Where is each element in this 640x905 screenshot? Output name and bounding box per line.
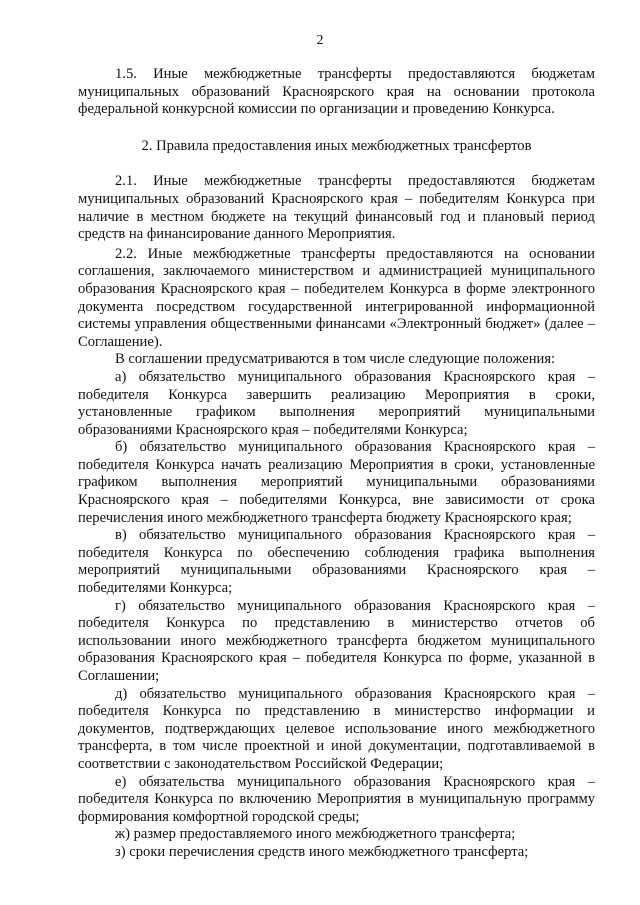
paragraph-1-5: 1.5. Иные межбюджетные трансферты предоставляются бюджетам муниципальных образований Красноярского края на основании протокола федеральной конкурсной комиссии по организации и проведению Конкурса. <box>78 66 595 118</box>
section-2-heading: 2. Правила предоставления иных межбюджетных трансфертов <box>141 137 532 154</box>
provision-item-b: б) обязательство муниципального образования Красноярского края – победителя Конкурса начать реализацию Мероприятия в сроки, установленные графиком выполнения мероприятий муниципальными образованиями Красноярского края – победителями Конкурса, вне зависимости от срока перечисления иного межбюджетного трансферта бюджету Красноярского края; <box>78 439 595 526</box>
provision-item-z: з) сроки перечисления средств иного межбюджетного трансферта; <box>115 843 529 860</box>
paragraph-2-2: 2.2. Иные межбюджетные трансферты предоставляются на основании соглашения, заключаемого министерством и администрацией муниципального образования Красноярского края – победителем Конкурса в форме электронного документа посредством государственной интегрированной информационной системы управления общественными финансами «Электронный бюджет» (далее – Соглашение). <box>78 245 595 350</box>
provision-item-g: г) обязательство муниципального образования Красноярского края – победителя Конкурса по представлению в министерство отчетов об использовании иного межбюджетного трансферта бюджетом муниципального образования Красноярского края – победителя Конкурса по форме, указанной в Соглашении; <box>78 597 595 684</box>
document-body <box>78 66 595 862</box>
provisions-intro: В соглашении предусматриваются в том числе следующие положения: <box>115 351 556 368</box>
provision-item-zh: ж) размер предоставляемого иного межбюджетного трансферта; <box>115 826 516 843</box>
paragraph-2-1: 2.1. Иные межбюджетные трансферты предоставляются бюджетам муниципальных образований Красноярского края – победителям Конкурса при наличие в местном бюджете на текущий финансовый год и плановый период средств на финансирование данного Мероприятия. <box>78 173 595 243</box>
provision-item-a: а) обязательство муниципального образования Красноярского края – победителя Конкурса завершить реализацию Мероприятия в сроки, установленные графиком выполнения мероприятий муниципальными образованиями Красноярского края – победителями Конкурса; <box>78 368 595 438</box>
page-number: 2 <box>316 33 324 48</box>
provision-item-e: е) обязательства муниципального образования Красноярского края – победителя Конкурса по включению Мероприятия в муниципальную программу формирования комфортной городской среды; <box>78 773 595 825</box>
provision-item-d: д) обязательство муниципального образования Красноярского края – победителя Конкурса по представлению в министерство информации и документов, подтверждающих целевое использование иного межбюджетного трансферта, в том числе проектной и иной документации, подготавливаемой в соответствии с законодательством Российской Федерации; <box>78 685 595 772</box>
provision-item-v: в) обязательство муниципального образования Красноярского края – победителя Конкурса по обеспечению соблюдения графика выполнения мероприятий муниципальными образованиями Красноярского края – победителями Конкурса; <box>78 527 595 597</box>
